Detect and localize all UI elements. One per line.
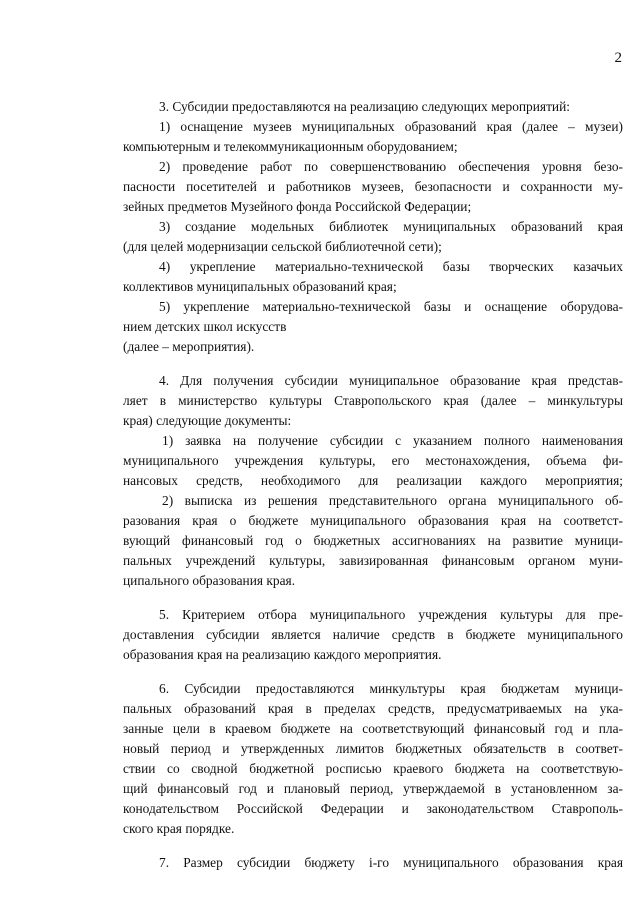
paragraph-4-line: края) следующие документы: — [123, 413, 292, 428]
paragraph-4-item-2: 2) выписка из решения представительного органа муниципального об- — [162, 493, 623, 508]
paragraph-4-item-1-cont: муниципального учреждения культуры, его местонахождения, объема фи- — [123, 453, 623, 468]
list-item-5: 5) укрепление материально-технической базы и оснащение оборудова- — [159, 299, 623, 314]
paragraph-4-item-1-cont: нансовых средств, необходимого для реализации каждого мероприятия; — [123, 473, 623, 488]
paragraph-5-line: образования края на реализацию каждого мероприятия. — [123, 647, 442, 662]
paragraph-5-line: 5. Критерием отбора муниципального учреждения культуры для пре- — [159, 607, 623, 622]
paragraph-6-line: новый период и утвержденных лимитов бюджетных обязательств в соответ- — [123, 741, 623, 756]
list-item-1-cont: компьютерным и телекоммуникационным оборудованием; — [123, 139, 458, 154]
list-item-4-cont: коллективов муниципальных образований края; — [123, 279, 397, 294]
list-item-2-cont: пасности посетителей и работников музеев, безопасности и сохранности му- — [123, 179, 623, 194]
paragraph-4-item-1: 1) заявка на получение субсидии с указанием полного наименования — [162, 433, 623, 448]
paragraph-4-item-2-cont: разования края о бюджете муниципального образования края на соответст- — [123, 513, 623, 528]
paragraph-4-item-2-cont: пальных учреждений культуры, завизированная финансовым органом муни- — [123, 553, 623, 568]
list-item-1: 1) оснащение музеев муниципальных образований края (далее – музеи) — [159, 119, 623, 134]
paragraph-4-line: ляет в министерство культуры Ставропольского края (далее – минкультуры — [123, 393, 623, 408]
paragraph-6-line: щий финансовый год и плановый период, утверждаемой в установленном за- — [123, 781, 623, 796]
list-item-3: 3) создание модельных библиотек муниципальных образований края — [159, 219, 623, 234]
paragraph-4-item-2-cont: ципального образования края. — [123, 573, 296, 588]
paragraph-6-line: конодательством Российской Федерации и законодательством Ставрополь- — [123, 801, 623, 816]
paragraph-6-line: ского края порядке. — [123, 821, 235, 836]
paragraph-3-line: 3. Субсидии предоставляются на реализацию следующих мероприятий: — [159, 99, 570, 114]
paragraph-6-line: занные цели в краевом бюджете на соответствующий финансовый год и пла- — [123, 721, 623, 736]
list-item-2: 2) проведение работ по совершенствованию обеспечения уровня безо- — [159, 159, 623, 174]
page-number: 2 — [614, 50, 622, 66]
paragraph-6-line: 6. Субсидии предоставляются минкультуры края бюджетам муници- — [159, 681, 623, 696]
paragraph-6-line: пальных образований края в пределах средств, предусматриваемых на ука- — [123, 701, 623, 716]
paragraph-5-line: доставления субсидии является наличие средств в бюджете муниципального — [123, 627, 623, 642]
paragraph-7-line: 7. Размер субсидии бюджету i-го муниципального образования края — [159, 855, 623, 870]
list-item-4: 4) укрепление материально-технической базы творческих казачьих — [159, 259, 623, 274]
list-item-3-cont: (для целей модернизации сельской библиотечной сети); — [123, 239, 442, 254]
paragraph-4-line: 4. Для получения субсидии муниципальное образование края представ- — [159, 373, 623, 388]
paragraph-6-line: ствии со сводной бюджетной росписью краевого бюджета на соответствую- — [123, 761, 623, 776]
list-item-5-cont: нием детских школ искусств — [123, 319, 287, 334]
paragraph-4-item-2-cont: вующий финансовый год о бюджетных ассигнованиях на развитие муници- — [123, 533, 623, 548]
list-item-2-cont: зейных предметов Музейного фонда Российской Федерации; — [123, 199, 472, 214]
list-item-5-cont: (далее – мероприятия). — [123, 339, 255, 354]
